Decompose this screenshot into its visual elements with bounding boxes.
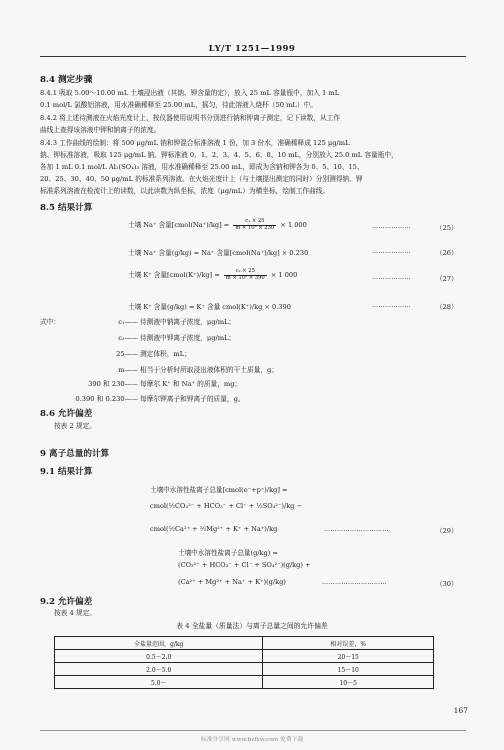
where-symbol: 0.390 和 0.230—— — [75, 395, 138, 403]
where-symbol: c₂—— — [118, 334, 138, 342]
equation-number: （27） — [436, 275, 458, 283]
equation-27-fraction — [224, 269, 267, 281]
where-description: 待测液中钠离子浓度，μg/mL； — [140, 318, 236, 326]
table-header-row — [55, 637, 434, 650]
table-cell: 10～5 — [263, 676, 434, 689]
fraction-denominator: m × 10³ × 230 — [235, 224, 275, 231]
table-row — [55, 663, 434, 676]
table-4 — [54, 636, 434, 689]
where-description: 待测液中钾离子浓度，μg/mL； — [140, 334, 236, 342]
fraction-numerator: c₁ × 25 — [233, 219, 276, 226]
where-symbol: m—— — [118, 366, 138, 374]
footer-watermark: 标准分享网 www.bzfxw.com 免费下载 — [200, 737, 304, 743]
leader-dots: ……………… — [372, 223, 411, 230]
equation-25-fraction — [233, 219, 276, 231]
where-description: 测定体积，mL； — [140, 350, 191, 358]
equation-27 — [128, 269, 297, 281]
equation-27-lhs: 土壤 K⁺ 含量[cmol(K⁺)/kg] = — [128, 271, 220, 280]
section-8-5-heading: 8.5 结果计算 — [40, 203, 93, 213]
para-8-4-1-line: 8.4.1 吸取 5.00～10.00 mL 土壤浸出液（其钠、钾含量的定），放入 25 mL 容量瓶中，加入 1 mL — [40, 89, 340, 97]
para-8-4-1-line: 0.1 mol/L 氯酸铝溶液，用水准确稀释至 25.00 mL，摇匀，待此溶液入烧杯（50 mL）中。 — [40, 101, 317, 109]
page-number: 167 — [453, 706, 468, 715]
para-8-4-3-line: 各加 1 mL 0.1 mol/L Al₂(SO₄)₃ 溶液，用水准确稀释至 25.00 mL，即成为含钠和钾各为 0、5、10、15、 — [40, 163, 364, 171]
para-8-4-3-line: 20、25、30、40、50 μg/mL 的标准系列溶液。在火焰光度计上（与土壤提出测定的同时）分别测得钠、钾 — [40, 175, 363, 183]
section-8-4-heading: 8.4 测定步骤 — [40, 75, 93, 85]
header-rule — [40, 56, 466, 57]
para-8-4-3-line: 8.4.3 工作曲线的绘制：将 500 μg/mL 钠和钾混合标准溶液 1 份，加 3 份水，准确稀释成 125 μg/mL — [40, 139, 350, 147]
equation-number: （29） — [436, 527, 458, 535]
section-9-heading: 9 离子总量的计算 — [40, 449, 110, 459]
leader-dots: ……………… — [372, 302, 411, 309]
para-8-4-3-line: 钠、钾标准溶液，吸取 125 μg/mL 钠、钾标准液 0、1、2、3、4、5、6、8、10 mL，分别放入 25.0 mL 容量瓶中， — [40, 151, 398, 159]
fraction-numerator: c₂ × 25 — [224, 269, 267, 276]
table-row — [55, 676, 434, 689]
table-cell: 2.0～5.0 — [55, 663, 263, 676]
where-symbol: 25—— — [116, 350, 138, 358]
section-8-6-heading: 8.6 允许偏差 — [40, 409, 93, 419]
equation-30-line: 土壤中水溶性盐离子总量(g/kg) = — [178, 549, 278, 557]
equation-25 — [128, 219, 307, 231]
para-8-4-3-line: 标准系列溶液在检流计上的读数，以此读数为纵坐标，浓度（μg/mL）为横坐标，绘制工作曲线。 — [40, 187, 330, 195]
equation-25-lhs: 土壤 Na⁺ 含量[cmol(Na⁺)/kg] = — [128, 221, 230, 230]
table-4-caption: 表 4 全盐量（质量法）与离子总量之间的允许偏差 — [176, 622, 328, 630]
equation-number: （25） — [436, 224, 458, 232]
equation-29-line: 土壤中水溶性盐离子总量[cmol(e⁻+p⁺)/kg] = — [150, 486, 288, 494]
equation-number: （28） — [436, 303, 458, 311]
standard-number: LY/T 1251—1999 — [208, 44, 296, 54]
where-label: 式中： — [40, 318, 61, 326]
table-row — [55, 650, 434, 663]
where-symbol: 390 和 230—— — [88, 380, 138, 388]
section-9-2-heading: 9.2 允许偏差 — [40, 597, 93, 607]
equation-30-line: (CO₃²⁻ + HCO₃⁻ + Cl⁻ + SO₄²⁻)(g/kg) + — [178, 561, 311, 569]
leader-dots: ………………………… — [324, 526, 389, 533]
section-9-1-heading: 9.1 结果计算 — [40, 467, 93, 477]
leader-dots: ………………………… — [322, 579, 387, 586]
equation-30-line: (Ca²⁺ + Mg²⁺ + Na⁺ + K⁺)(g/kg) — [178, 578, 286, 586]
where-description: 相当于分析时所取浸出液体积的干土质量，g； — [140, 366, 279, 374]
fraction-denominator: m × 10³ × 390 — [225, 274, 265, 281]
table-header-cell: 相对误差，% — [263, 637, 434, 650]
equation-number: （30） — [436, 580, 458, 588]
where-description: 每摩尔钾离子和钾离子的质量，g。 — [140, 395, 245, 403]
para-8-4-2-line: 8.4.2 将上述待测液在火焰光度计上，按仪器使用说明书分别进行钠和钾离子测定，记下读数，从工作 — [40, 114, 341, 122]
leader-dots: ……………… — [372, 248, 411, 255]
section-8-6-text: 按表 2 规定。 — [54, 422, 96, 430]
table-cell: 20～15 — [263, 650, 434, 663]
table-cell: 15～10 — [263, 663, 434, 676]
equation-29-line: cmol(½Ca²⁺ + ½Mg²⁺ + K⁺ + Na⁺)/kg — [150, 525, 278, 533]
where-symbol: c₁—— — [118, 318, 138, 326]
where-description: 每摩尔 K⁺ 和 Na⁺ 的质量，mg； — [140, 380, 242, 388]
equation-28: 土壤 K⁺ 含量(g/kg) = K⁺ 含量 cmol(K⁺)/kg × 0.390 — [128, 303, 291, 311]
para-8-4-2-line: 曲线上查得该溶液中钾和钠离子的浓度。 — [40, 126, 161, 134]
equation-29-line: cmol(½CO₃²⁻ + HCO₃⁻ + Cl⁻ + ½SO₄²⁻)/kg − — [150, 502, 303, 510]
table-cell: 5.0～ — [55, 676, 263, 689]
leader-dots: ……………… — [372, 274, 411, 281]
table-header-cell: 全盐量范围，g/kg — [55, 637, 263, 650]
table-cell: 0.5～2.0 — [55, 650, 263, 663]
equation-27-tail: × 1 000 — [270, 271, 298, 280]
section-9-2-text: 按表 4 规定。 — [54, 609, 96, 617]
equation-number: （26） — [436, 249, 458, 257]
equation-25-tail: × 1 000 — [280, 221, 307, 230]
equation-26: 土壤 Na⁺ 含量(g/kg) = Na⁺ 含量[cmol(Na⁺)/kg] × 0.230 — [128, 249, 309, 257]
footer-rule — [40, 730, 466, 731]
